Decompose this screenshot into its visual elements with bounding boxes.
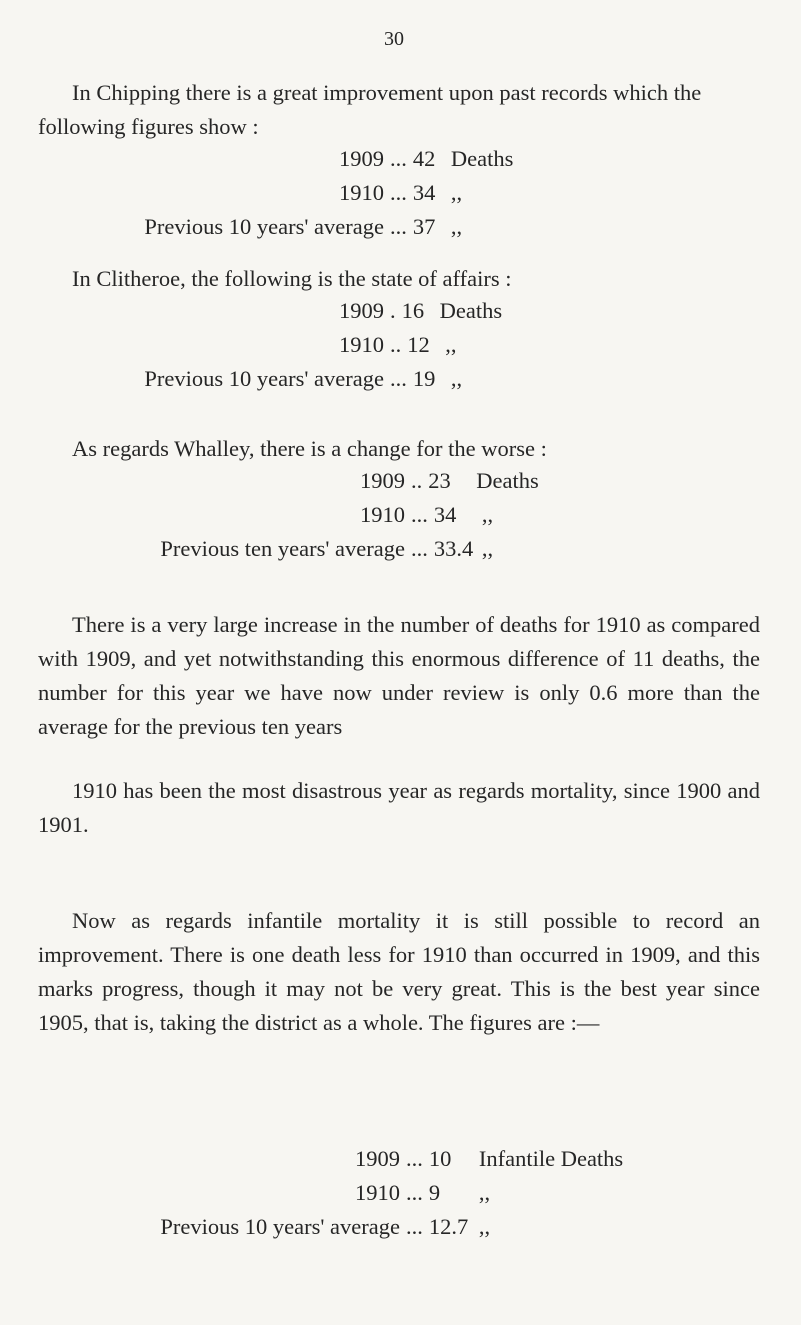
stats-row (38, 328, 502, 362)
clitheroe-intro: In Clitheroe, the following is the state of affairs : (72, 266, 512, 291)
row-unit: ,, (450, 366, 463, 391)
row-label: Previous ten years' average (160, 536, 405, 561)
chipping-intro: In Chipping there is a great improvement upon past records which the following figures show : (38, 80, 702, 139)
row-unit: Deaths (450, 146, 514, 171)
row-label: 1910 (360, 502, 405, 527)
row-leader: .. (411, 468, 423, 493)
row-value: 10 (428, 1146, 452, 1171)
row-label: Previous 10 years' average (160, 1214, 400, 1239)
row-leader: ... (406, 1146, 423, 1171)
whalley-stats-table (38, 464, 539, 566)
row-label: 1909 (355, 1146, 400, 1171)
row-unit: ,, (450, 214, 463, 239)
row-leader: ... (390, 146, 407, 171)
infantile-stats-table (38, 1142, 623, 1244)
row-leader: ... (390, 180, 407, 205)
row-leader: ... (411, 536, 428, 561)
row-label: 1909 (339, 146, 384, 171)
stats-row (38, 294, 502, 328)
stats-row (38, 1210, 623, 1244)
row-value: 19 (412, 366, 436, 391)
row-leader: ... (411, 502, 428, 527)
row-unit: ,, (445, 332, 457, 357)
row-unit: ,, (450, 180, 463, 205)
row-unit: ,, (481, 536, 494, 561)
stats-row (38, 176, 513, 210)
disastrous-paragraph: 1910 has been the most disastrous year as regards mortality, since 1900 and 1901. (38, 778, 760, 837)
row-label: 1909 (360, 468, 405, 493)
stats-row (38, 362, 502, 396)
row-value: 9 (428, 1180, 441, 1205)
row-label: 1909 (339, 298, 384, 323)
page-number: 30 (384, 28, 404, 50)
stats-row (38, 1176, 623, 1210)
row-value: 12.7 (428, 1214, 469, 1239)
row-unit: ,, (478, 1214, 491, 1239)
row-value: 33.4 (433, 536, 474, 561)
row-label: 1910 (339, 332, 384, 357)
row-value: 16 (401, 298, 425, 323)
whalley-intro: As regards Whalley, there is a change for the worse : (72, 436, 547, 461)
row-label: Previous 10 years' average (144, 214, 384, 239)
row-value: 23 (428, 468, 451, 493)
row-unit: ,, (481, 502, 494, 527)
stats-row (38, 498, 539, 532)
row-label: Previous 10 years' average (144, 366, 384, 391)
row-label: 1910 (355, 1180, 400, 1205)
row-unit: ,, (478, 1180, 491, 1205)
stats-row (38, 1142, 623, 1176)
stats-row (38, 142, 513, 176)
row-value: 34 (433, 502, 457, 527)
row-leader: ... (390, 214, 407, 239)
row-leader: ... (406, 1214, 423, 1239)
infantile-paragraph: Now as regards infantile mortality it is still possible to record an improvement. There is one death less for 1910 than occurred in 1909, and this marks progress, though it may not be very great. This is the best year since 1905, that is, taking the district as a whole. The figures are :— (38, 908, 760, 1035)
row-unit: Deaths (439, 298, 503, 323)
row-value: 42 (412, 146, 436, 171)
row-unit: Deaths (476, 468, 539, 493)
row-label: 1910 (339, 180, 384, 205)
row-value: 12 (407, 332, 430, 357)
clitheroe-stats-table (38, 294, 502, 396)
row-value: 34 (412, 180, 436, 205)
row-unit: Infantile Deaths (478, 1146, 624, 1171)
row-leader: ... (406, 1180, 423, 1205)
row-leader: .. (390, 332, 402, 357)
stats-row (38, 210, 513, 244)
stats-row (38, 532, 539, 566)
increase-paragraph: There is a very large increase in the number of deaths for 1910 as compared with 1909, and yet notwithstanding this enormous difference of 11 deaths, the number for this year we have now under review is only 0.6 more than the average for the previous ten years (38, 612, 760, 739)
chipping-stats-table (38, 142, 513, 244)
row-leader: ... (390, 366, 407, 391)
row-value: 37 (412, 214, 436, 239)
stats-row (38, 464, 539, 498)
row-leader: . (390, 298, 396, 323)
